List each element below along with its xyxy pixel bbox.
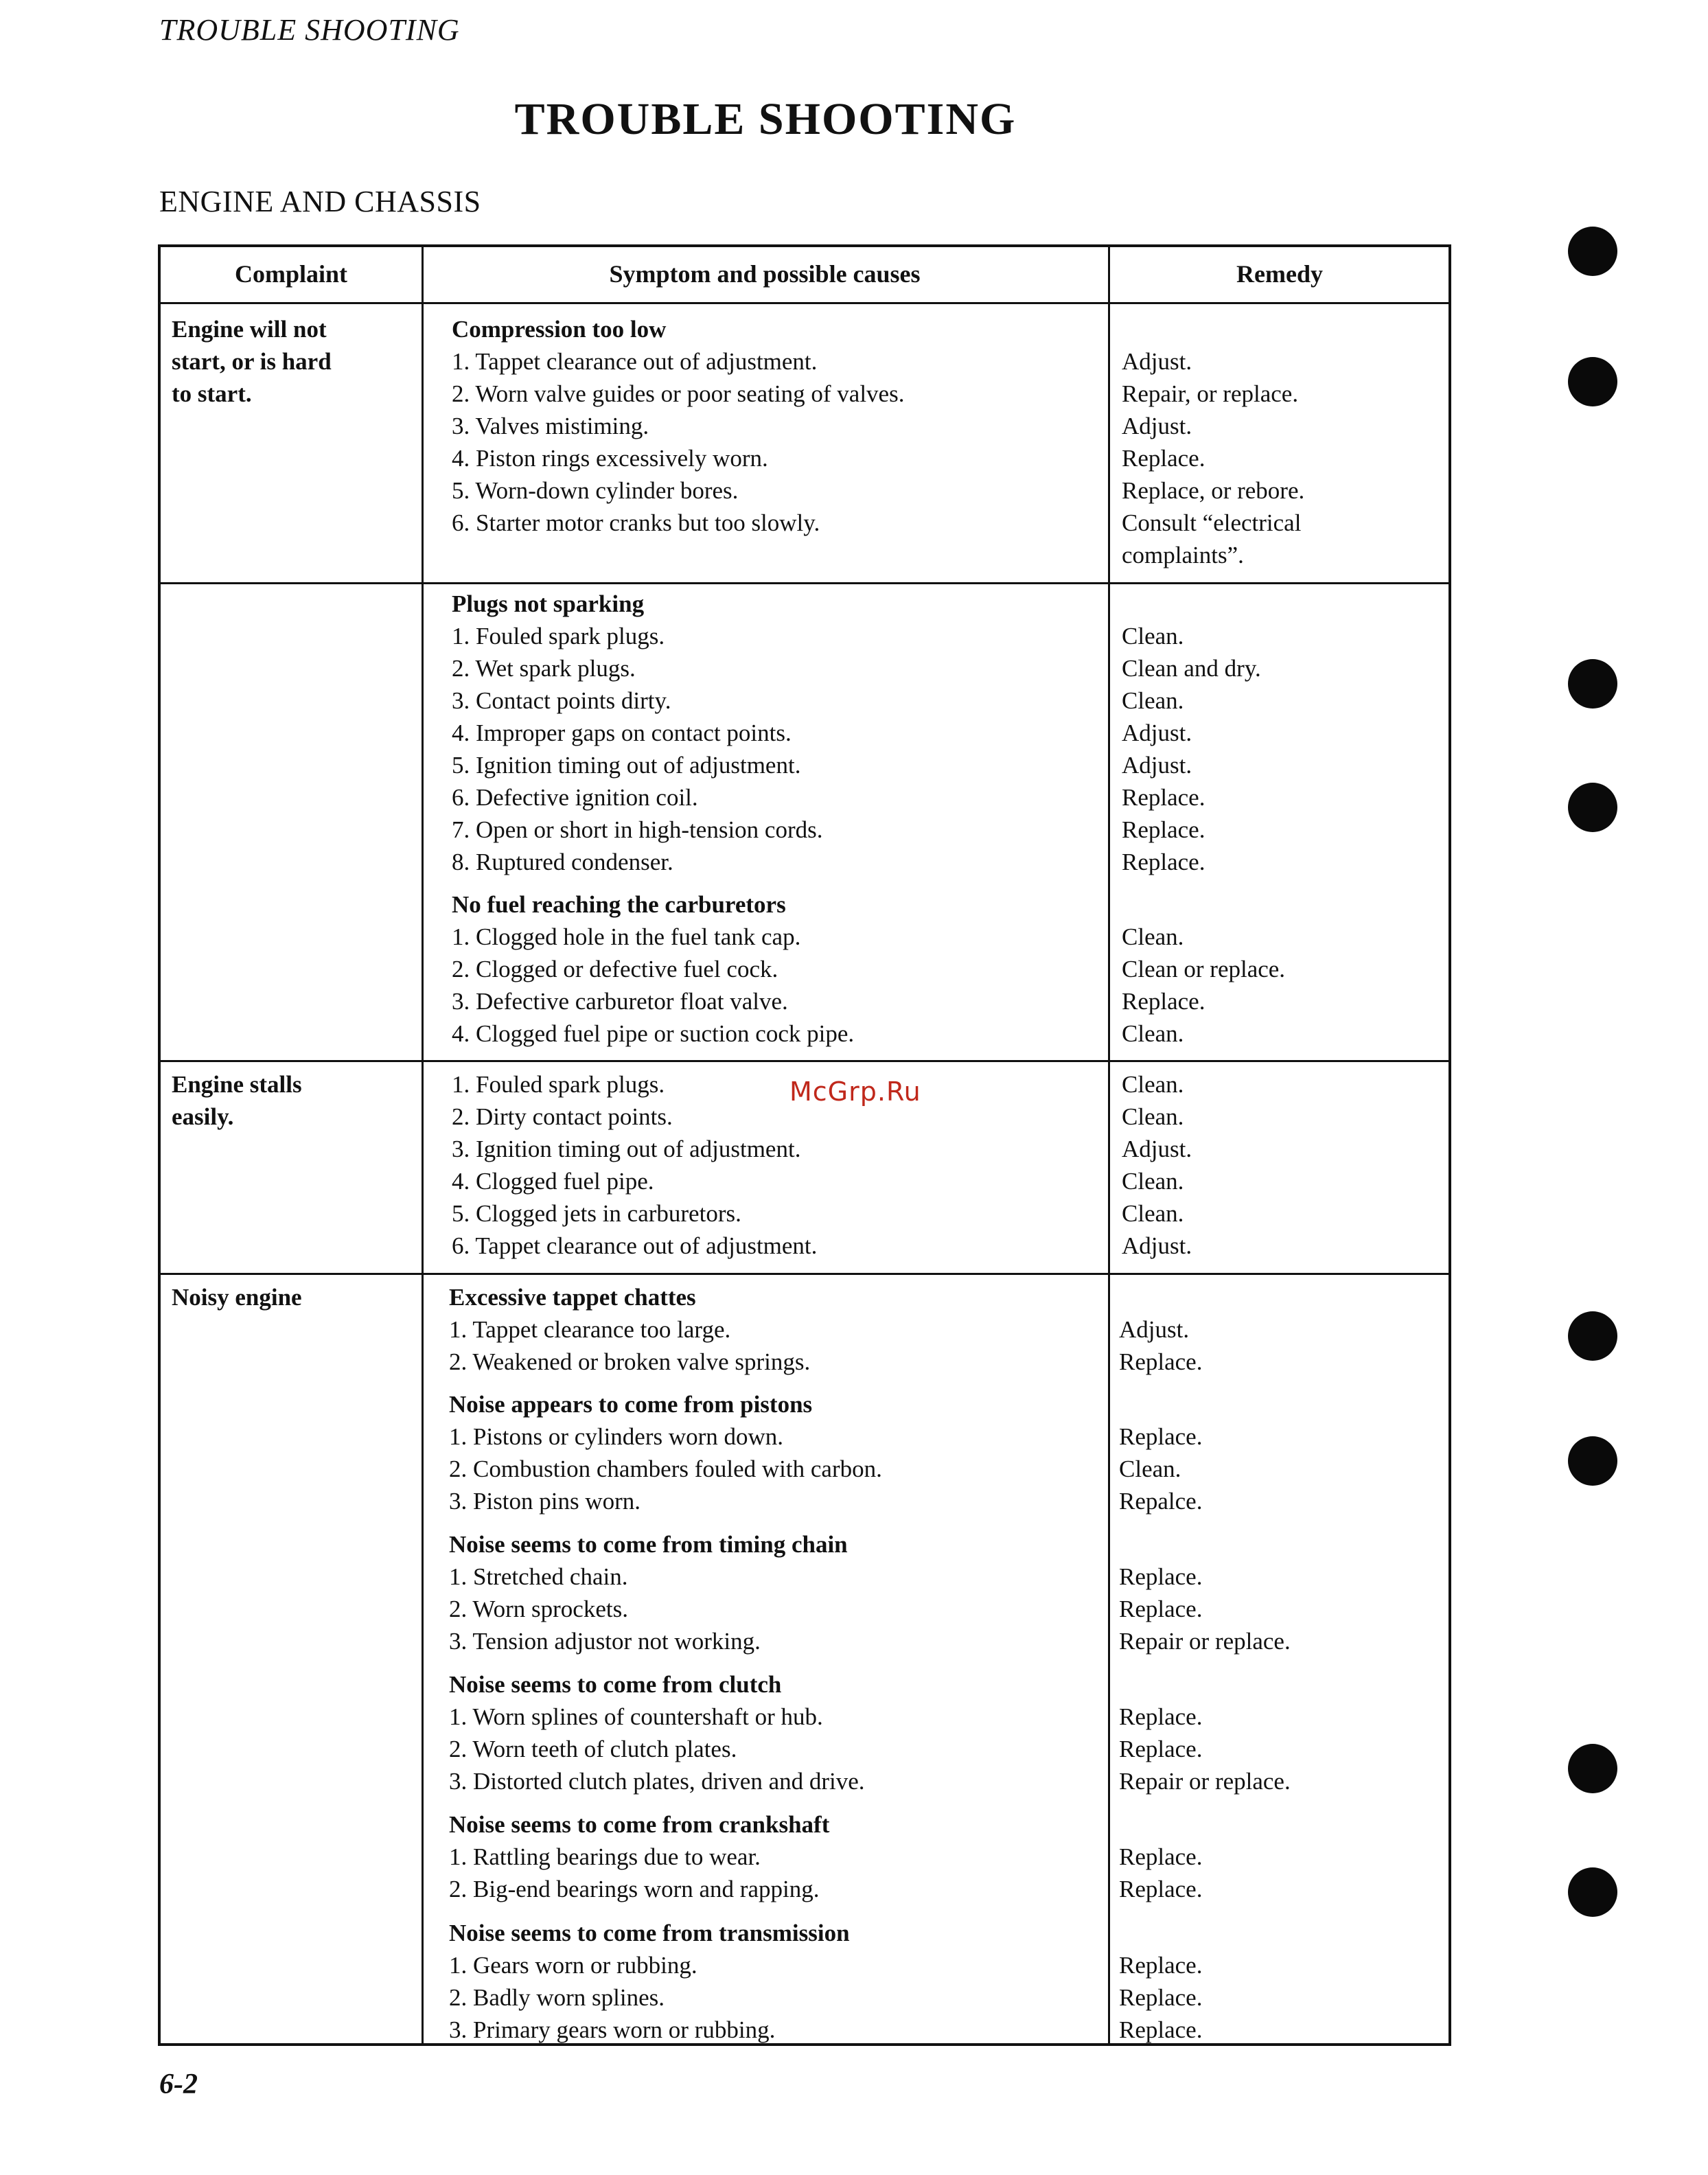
group-heading: Plugs not sparking bbox=[452, 590, 645, 617]
complaint-cell: easily. bbox=[172, 1103, 234, 1130]
binder-hole-icon bbox=[1568, 1436, 1617, 1486]
cause-text: 6. Starter motor cranks but too slowly. bbox=[452, 509, 820, 536]
cause-text: 4. Clogged fuel pipe. bbox=[452, 1168, 654, 1195]
group-heading: Noise seems to come from crankshaft bbox=[449, 1811, 830, 1838]
cause-text: 8. Ruptured condenser. bbox=[452, 849, 673, 875]
cause-text: 3. Tension adjustor not working. bbox=[449, 1628, 761, 1655]
remedy-text: Clean. bbox=[1119, 1455, 1181, 1482]
cause-text: 1. Gears worn or rubbing. bbox=[449, 1952, 697, 1979]
page-number: 6-2 bbox=[159, 2069, 198, 2100]
remedy-text: Clean. bbox=[1122, 1020, 1184, 1047]
remedy-text: Replace. bbox=[1119, 1843, 1203, 1870]
remedy-text: Clean. bbox=[1122, 1200, 1184, 1227]
cause-text: 2. Worn teeth of clutch plates. bbox=[449, 1736, 737, 1762]
remedy-text: Clean. bbox=[1122, 623, 1184, 649]
remedy-text: Replace. bbox=[1122, 445, 1205, 472]
complaint-cell: Noisy engine bbox=[172, 1284, 302, 1311]
row-divider bbox=[161, 1060, 1449, 1062]
row-divider bbox=[161, 302, 1449, 304]
cause-text: 1. Worn splines of countershaft or hub. bbox=[449, 1703, 823, 1730]
complaint-cell: Engine stalls bbox=[172, 1071, 302, 1098]
remedy-text: Adjust. bbox=[1122, 413, 1192, 439]
group-heading: Noise seems to come from transmission bbox=[449, 1920, 850, 1946]
group-heading: No fuel reaching the carburetors bbox=[452, 891, 786, 918]
cause-text: 4. Improper gaps on contact points. bbox=[452, 720, 792, 746]
cause-text: 2. Dirty contact points. bbox=[452, 1103, 673, 1130]
cause-text: 1. Tappet clearance too large. bbox=[449, 1316, 731, 1343]
binder-hole-icon bbox=[1568, 1867, 1617, 1917]
page-title: TROUBLE SHOOTING bbox=[514, 94, 1017, 144]
cause-text: 2. Wet spark plugs. bbox=[452, 655, 636, 682]
remedy-text: Clean. bbox=[1122, 923, 1184, 950]
trouble-shooting-table bbox=[158, 244, 1451, 2046]
remedy-text: Repalce. bbox=[1119, 1488, 1203, 1515]
remedy-text: Replace. bbox=[1119, 1736, 1203, 1762]
remedy-text: Replace. bbox=[1119, 1876, 1203, 1902]
cause-text: 2. Clogged or defective fuel cock. bbox=[452, 956, 778, 982]
cause-text: 5. Ignition timing out of adjustment. bbox=[452, 752, 801, 779]
remedy-text: Replace. bbox=[1119, 1703, 1203, 1730]
cause-text: 1. Fouled spark plugs. bbox=[452, 623, 665, 649]
complaint-cell: start, or is hard bbox=[172, 348, 332, 375]
binder-hole-icon bbox=[1568, 1744, 1617, 1793]
cause-text: 1. Tappet clearance out of adjustment. bbox=[452, 348, 818, 375]
remedy-text: Repair, or replace. bbox=[1122, 380, 1299, 407]
cause-text: 1. Stretched chain. bbox=[449, 1563, 628, 1590]
remedy-text: Replace. bbox=[1119, 1952, 1203, 1979]
binder-hole-icon bbox=[1568, 227, 1617, 276]
remedy-text: Replace. bbox=[1119, 1563, 1203, 1590]
remedy-text: Repair or replace. bbox=[1119, 1768, 1291, 1795]
group-heading: Noise seems to come from timing chain bbox=[449, 1531, 848, 1558]
remedy-text: Adjust. bbox=[1122, 1136, 1192, 1162]
cause-text: 2. Badly worn splines. bbox=[449, 1984, 665, 2011]
remedy-text: Repair or replace. bbox=[1119, 1628, 1291, 1655]
remedy-text: Clean. bbox=[1122, 1168, 1184, 1195]
remedy-text: Replace. bbox=[1122, 849, 1205, 875]
watermark: McGrp.Ru bbox=[789, 1077, 921, 1107]
remedy-text: Replace. bbox=[1119, 1423, 1203, 1450]
remedy-text: Adjust. bbox=[1122, 1232, 1192, 1259]
group-heading: Excessive tappet chattes bbox=[449, 1284, 696, 1311]
remedy-text: complaints”. bbox=[1122, 542, 1244, 568]
cause-text: 4. Piston rings excessively worn. bbox=[452, 445, 768, 472]
remedy-text: Clean or replace. bbox=[1122, 956, 1286, 982]
remedy-text: Adjust. bbox=[1119, 1316, 1190, 1343]
binder-hole-icon bbox=[1568, 357, 1617, 406]
cause-text: 4. Clogged fuel pipe or suction cock pipe. bbox=[452, 1020, 855, 1047]
cause-text: 3. Contact points dirty. bbox=[452, 687, 671, 714]
remedy-text: Clean and dry. bbox=[1122, 655, 1261, 682]
cause-text: 3. Piston pins worn. bbox=[449, 1488, 641, 1515]
cause-text: 2. Big-end bearings worn and rapping. bbox=[449, 1876, 820, 1902]
column-header-symptom: Symptom and possible causes bbox=[609, 260, 921, 288]
complaint-cell: Engine will not bbox=[172, 316, 327, 343]
cause-text: 6. Defective ignition coil. bbox=[452, 784, 698, 811]
remedy-text: Clean. bbox=[1122, 1103, 1184, 1130]
remedy-text: Replace. bbox=[1119, 2016, 1203, 2043]
remedy-text: Replace. bbox=[1122, 988, 1205, 1015]
remedy-text: Consult “electrical bbox=[1122, 509, 1302, 536]
row-divider bbox=[161, 1273, 1449, 1275]
cause-text: 2. Worn sprockets. bbox=[449, 1596, 628, 1622]
column-divider bbox=[422, 247, 424, 2043]
binder-hole-icon bbox=[1568, 659, 1617, 709]
cause-text: 3. Primary gears worn or rubbing. bbox=[449, 2016, 776, 2043]
cause-text: 1. Fouled spark plugs. bbox=[452, 1071, 665, 1098]
row-divider bbox=[161, 582, 1449, 584]
binder-hole-icon bbox=[1568, 1311, 1617, 1361]
cause-text: 2. Combustion chambers fouled with carbon. bbox=[449, 1455, 882, 1482]
cause-text: 7. Open or short in high-tension cords. bbox=[452, 816, 823, 843]
cause-text: 5. Clogged jets in carburetors. bbox=[452, 1200, 741, 1227]
complaint-cell: to start. bbox=[172, 380, 252, 407]
cause-text: 1. Rattling bearings due to wear. bbox=[449, 1843, 761, 1870]
remedy-text: Replace. bbox=[1119, 1348, 1203, 1375]
binder-hole-icon bbox=[1568, 783, 1617, 832]
remedy-text: Clean. bbox=[1122, 687, 1184, 714]
cause-text: 1. Pistons or cylinders worn down. bbox=[449, 1423, 784, 1450]
group-heading: Compression too low bbox=[452, 316, 667, 343]
remedy-text: Replace. bbox=[1122, 784, 1205, 811]
remedy-text: Adjust. bbox=[1122, 348, 1192, 375]
remedy-text: Replace. bbox=[1119, 1596, 1203, 1622]
cause-text: 1. Clogged hole in the fuel tank cap. bbox=[452, 923, 801, 950]
cause-text: 3. Valves mistiming. bbox=[452, 413, 649, 439]
cause-text: 5. Worn-down cylinder bores. bbox=[452, 477, 739, 504]
remedy-text: Replace. bbox=[1122, 816, 1205, 843]
cause-text: 3. Ignition timing out of adjustment. bbox=[452, 1136, 801, 1162]
remedy-text: Replace. bbox=[1119, 1984, 1203, 2011]
cause-text: 6. Tappet clearance out of adjustment. bbox=[452, 1232, 818, 1259]
column-header-complaint: Complaint bbox=[234, 260, 348, 288]
remedy-text: Adjust. bbox=[1122, 720, 1192, 746]
remedy-text: Replace, or rebore. bbox=[1122, 477, 1305, 504]
remedy-text: Adjust. bbox=[1122, 752, 1192, 779]
cause-text: 3. Defective carburetor float valve. bbox=[452, 988, 788, 1015]
cause-text: 3. Distorted clutch plates, driven and drive. bbox=[449, 1768, 865, 1795]
remedy-text: Clean. bbox=[1122, 1071, 1184, 1098]
group-heading: Noise appears to come from pistons bbox=[449, 1391, 813, 1418]
cause-text: 2. Weakened or broken valve springs. bbox=[449, 1348, 811, 1375]
running-head: TROUBLE SHOOTING bbox=[159, 13, 460, 47]
section-title: ENGINE AND CHASSIS bbox=[159, 185, 481, 218]
column-header-remedy: Remedy bbox=[1236, 260, 1323, 288]
column-divider bbox=[1108, 247, 1110, 2043]
cause-text: 2. Worn valve guides or poor seating of valves. bbox=[452, 380, 905, 407]
group-heading: Noise seems to come from clutch bbox=[449, 1671, 782, 1698]
